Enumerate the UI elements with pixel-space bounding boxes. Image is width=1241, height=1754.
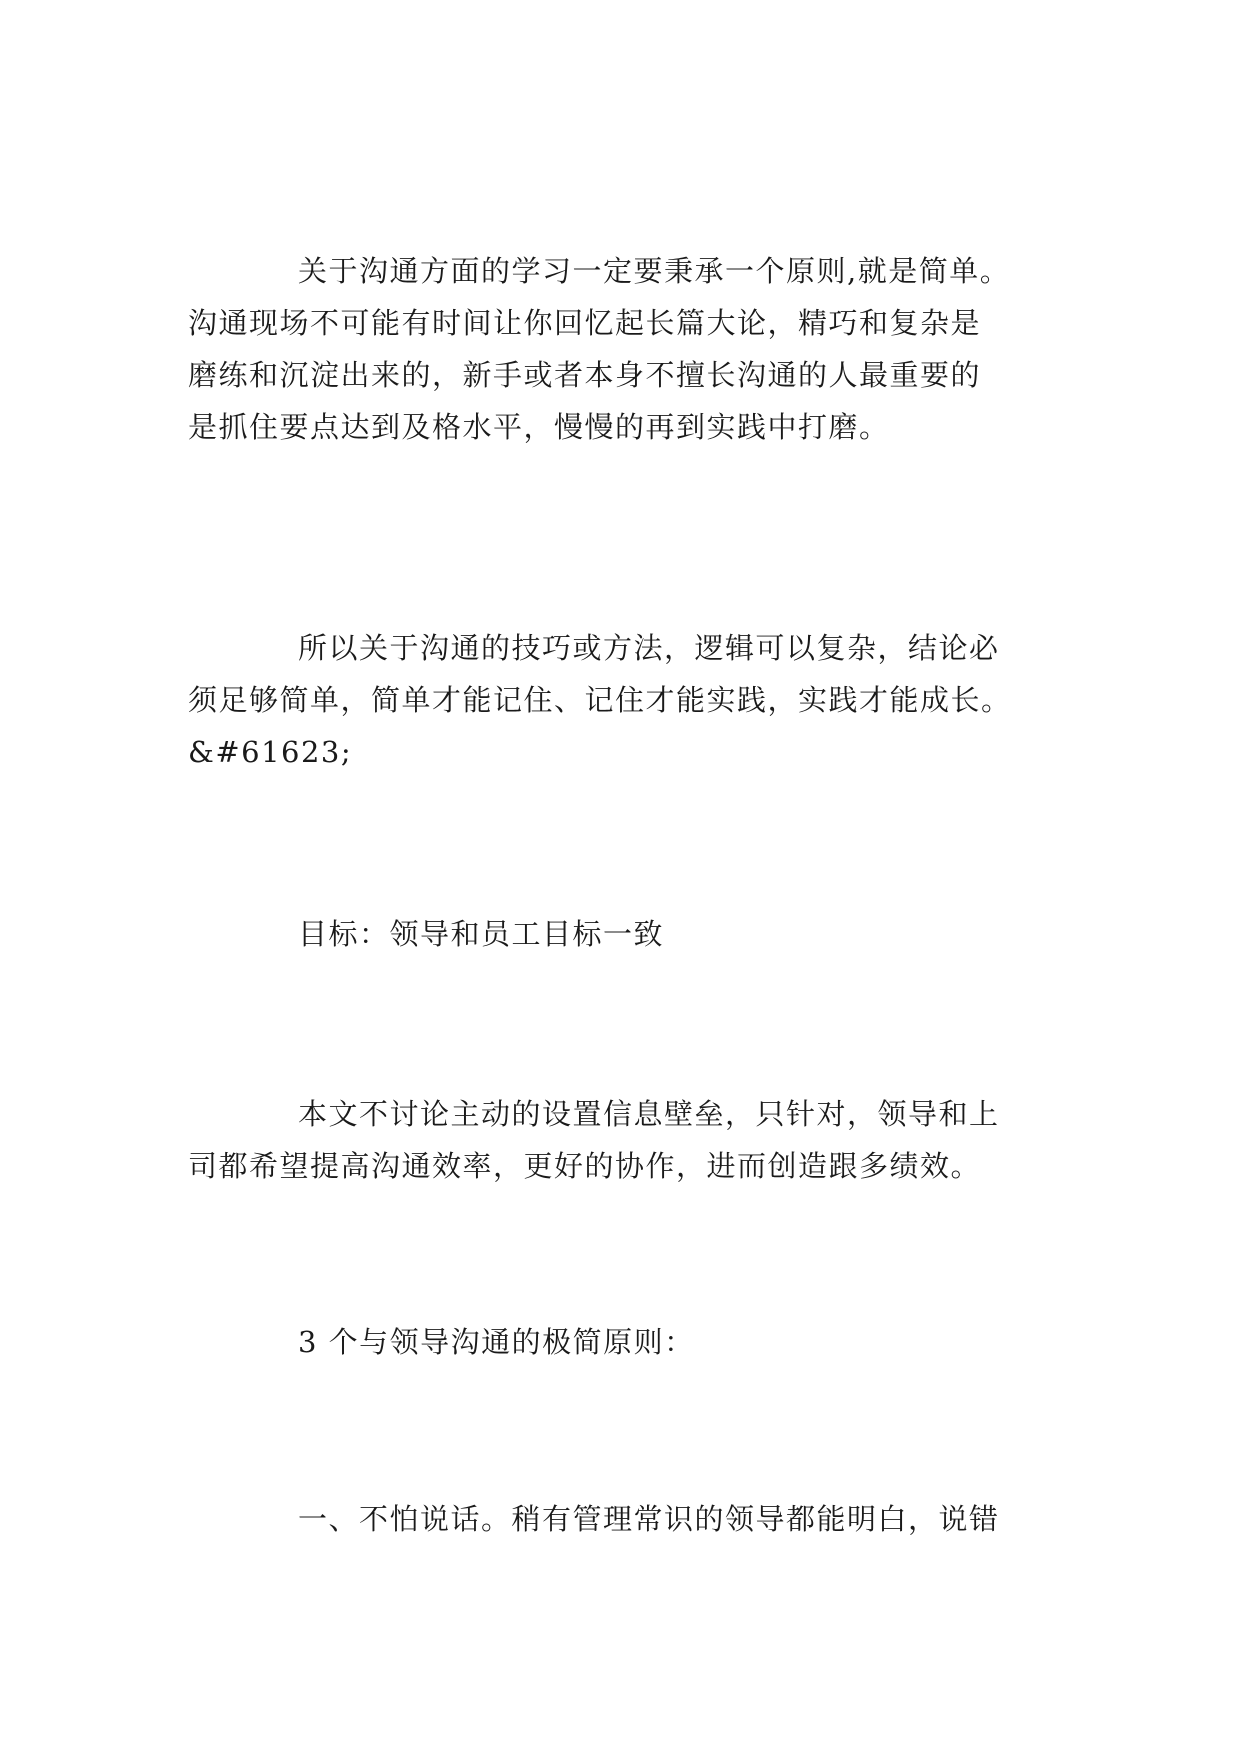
paragraph-goal [188,908,1088,960]
paragraph-line: 本文不讨论主动的设置信息壁垒，只针对，领导和上 [298,1097,1000,1131]
paragraph-line: 目标：领导和员工目标一致 [298,917,665,951]
paragraph-scope [188,1088,1088,1192]
paragraph-principles-heading [188,1316,1088,1368]
paragraph-line: 司都希望提高沟通效率，更好的协作，进而创造跟多绩效。 [188,1149,982,1183]
entity-artifact-line: &#61623; [188,735,353,769]
paragraph-line: 3 个与领导沟通的极简原则： [298,1325,695,1359]
paragraph-line: 磨练和沉淀出来的，新手或者本身不擅长沟通的人最重要的 [188,358,982,392]
paragraph-techniques-conclusion [188,622,1088,778]
paragraph-line: 所以关于沟通的技巧或方法，逻辑可以复杂，结论必 [298,631,1000,665]
paragraph-line: 是抓住要点达到及格水平，慢慢的再到实践中打磨。 [188,410,890,444]
paragraph-line: 一、不怕说话。稍有管理常识的领导都能明白，说错 [298,1502,1000,1536]
paragraph-simplicity-principle [188,245,1088,453]
paragraph-line: 沟通现场不可能有时间让你回忆起长篇大论，精巧和复杂是 [188,306,982,340]
paragraph-line: 须足够简单，简单才能记住、记住才能实践，实践才能成长。 [188,683,1012,717]
paragraph-principle-one [188,1493,1088,1545]
paragraph-line: 关于沟通方面的学习一定要秉承一个原则,就是简单。 [298,254,1011,288]
